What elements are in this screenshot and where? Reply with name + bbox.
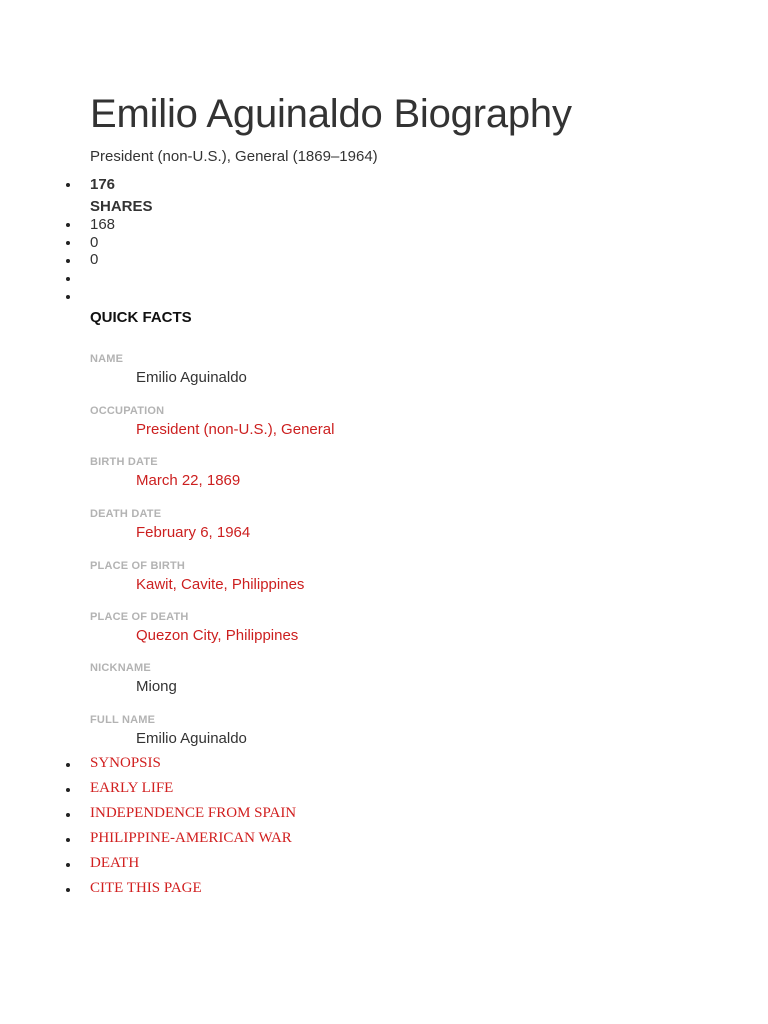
toc-link-cite-this-page[interactable]: CITE THIS PAGE [90,880,202,896]
share-count: 0 [90,251,99,268]
fact-label-death-date: DEATH DATE [90,508,162,520]
page-subtitle: President (non-U.S.), General (1869–1964) [90,148,378,165]
fact-value-name: Emilio Aguinaldo [136,369,247,386]
bullet-icon [66,888,70,892]
fact-value-full-name: Emilio Aguinaldo [136,730,247,747]
toc-link-independence[interactable]: INDEPENDENCE FROM SPAIN [90,805,297,821]
share-total-label: SHARES [90,198,153,215]
fact-label-name: NAME [90,353,124,365]
toc-link-early-life[interactable]: EARLY LIFE [90,780,174,796]
fact-label-nickname: NICKNAME [90,662,151,674]
bullet-icon [66,788,70,792]
toc-link-philippine-american-war[interactable]: PHILIPPINE-AMERICAN WAR [90,830,292,846]
quick-facts-heading: QUICK FACTS [90,309,192,326]
fact-value-occupation[interactable]: President (non-U.S.), General [136,421,335,438]
bullet-icon [66,295,70,299]
fact-label-place-of-death: PLACE OF DEATH [90,611,189,623]
fact-label-birth-date: BIRTH DATE [90,456,158,468]
toc-link-death[interactable]: DEATH [90,855,140,871]
bullet-icon [66,277,70,281]
fact-value-death-date[interactable]: February 6, 1964 [136,524,251,541]
toc-link-synopsis[interactable]: SYNOPSIS [90,755,161,771]
fact-label-occupation: OCCUPATION [90,405,165,417]
fact-value-place-of-death[interactable]: Quezon City, Philippines [136,627,299,644]
bullet-icon [66,223,70,227]
bullet-icon [66,183,70,187]
fact-value-birth-date[interactable]: March 22, 1869 [136,472,241,489]
bullet-icon [66,259,70,263]
fact-label-place-of-birth: PLACE OF BIRTH [90,560,186,572]
bullet-icon [66,241,70,245]
fact-label-full-name: FULL NAME [90,714,156,726]
share-count: 168 [90,216,116,233]
share-count: 0 [90,234,99,251]
bullet-icon [66,863,70,867]
share-total-count: 176 [90,176,116,193]
bullet-icon [66,838,70,842]
fact-value-nickname: Miong [136,678,177,695]
bullet-icon [66,813,70,817]
page-title: Emilio Aguinaldo Biography [90,92,572,136]
fact-value-place-of-birth[interactable]: Kawit, Cavite, Philippines [136,576,305,593]
bullet-icon [66,763,70,767]
